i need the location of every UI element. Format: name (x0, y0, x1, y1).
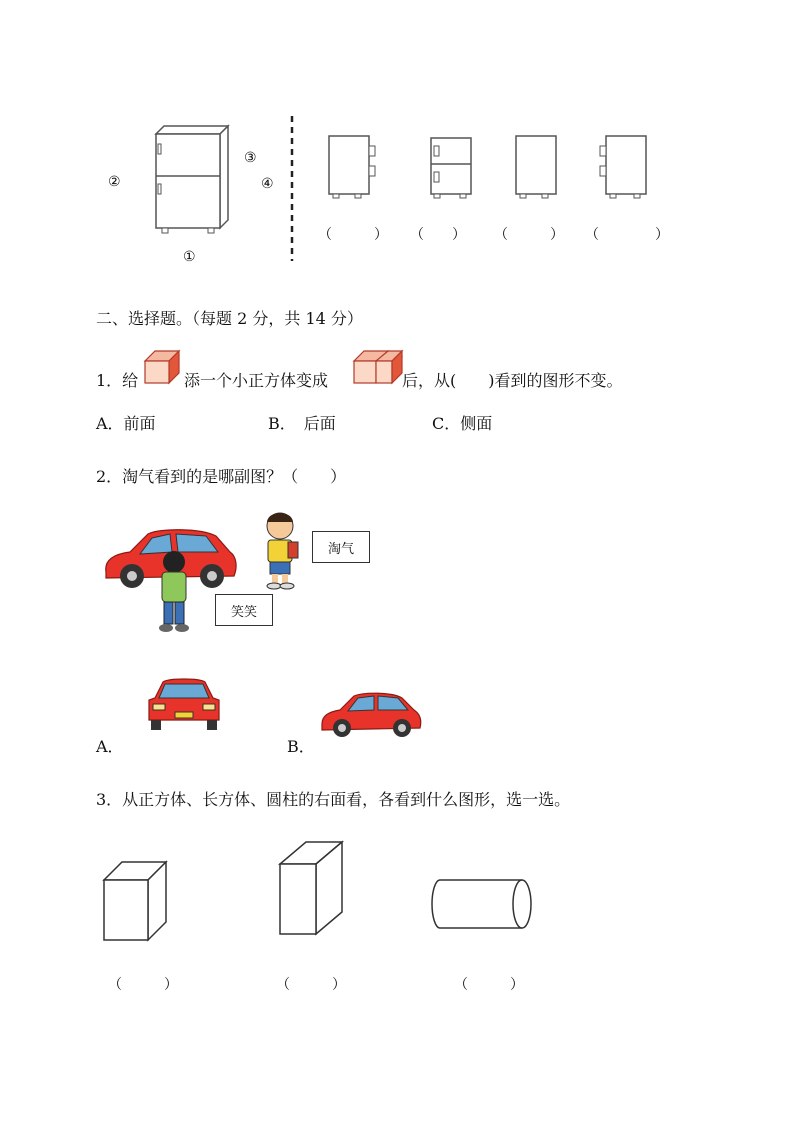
fridge-figure (150, 120, 240, 240)
q1-option-a[interactable]: A．前面 (96, 414, 156, 433)
section-heading: 二、选择题。（每题 2 分，共 14 分） (96, 309, 363, 328)
view-option-2 (428, 132, 478, 202)
cylinder-figure (430, 874, 540, 936)
double-cube-icon (352, 349, 404, 385)
q2-text: 2．淘气看到的是哪副图？（ ） (96, 467, 347, 486)
q3-answer-cube[interactable]: （ ） (108, 977, 178, 993)
label-bottom: ① (183, 249, 196, 265)
q3-answer-cuboid[interactable]: （ ） (276, 977, 346, 993)
answer-blank-3[interactable]: （ ） (494, 227, 564, 243)
q1-suffix: 后，从( )看到的图形不变。 (402, 371, 623, 390)
taoqi-figure (254, 508, 302, 590)
label-top-right: ③ (244, 150, 257, 166)
label-right: ④ (261, 176, 274, 192)
view-option-4 (598, 132, 658, 202)
q1-option-b[interactable]: B． 后面 (268, 414, 336, 433)
cuboid-figure (276, 838, 348, 938)
q3-text: 3．从正方体、长方体、圆柱的右面看，各看到什么图形，选一选。 (96, 790, 571, 809)
q2-option-a[interactable]: A． (96, 737, 124, 756)
dashed-divider (290, 116, 296, 261)
cube-figure (100, 856, 172, 944)
q1-option-c[interactable]: C．侧面 (432, 414, 493, 433)
q2-option-b[interactable]: B． (287, 737, 315, 756)
q1-middle: 添一个小正方体变成 (184, 371, 329, 390)
view-option-3 (512, 132, 562, 202)
single-cube-icon (143, 349, 183, 385)
q3-answer-cylinder[interactable]: （ ） (454, 977, 524, 993)
answer-blank-1[interactable]: （ ） (318, 227, 388, 243)
car-side-view (318, 690, 424, 742)
xiaoxiao-figure (150, 548, 198, 634)
car-front-view (145, 676, 223, 734)
answer-blank-2[interactable]: （ ） (410, 227, 466, 243)
label-left: ② (108, 174, 121, 190)
q1-prefix: 1．给 (96, 371, 139, 390)
view-option-1 (325, 132, 385, 202)
taoqi-name-box: 淘气 (312, 531, 370, 563)
answer-blank-4[interactable]: （ ） (585, 227, 669, 243)
xiaoxiao-name-box: 笑笑 (215, 594, 273, 626)
